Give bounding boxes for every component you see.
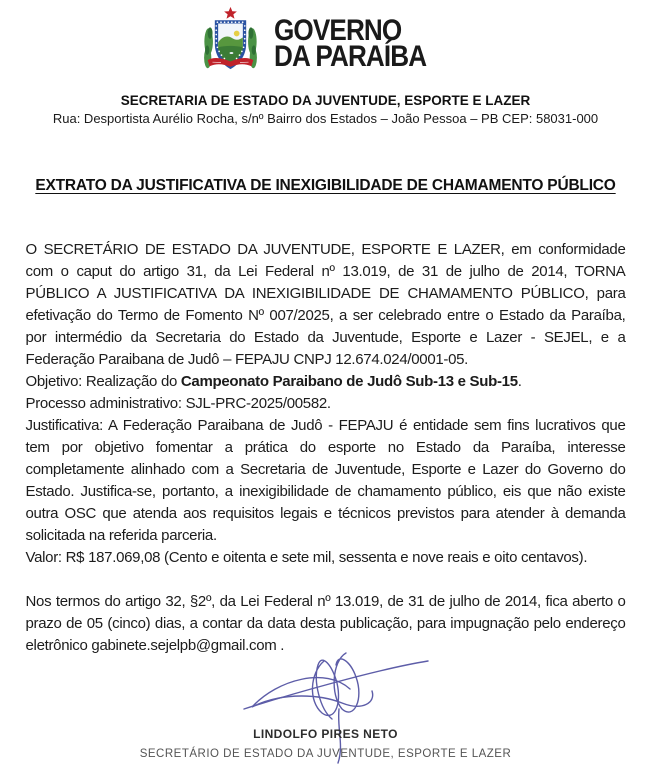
secretariat-address: Rua: Desportista Aurélio Rocha, s/nº Bairro dos Estados – João Pessoa – PB CEP: 58031-000 [52, 111, 599, 126]
paragraph-preamble: O SECRETÁRIO DE ESTADO DA JUVENTUDE, ESPORTE E LAZER, em conformidade com o caput do artigo 31, da Lei Federal nº 13.019, de 31 de julho de 2014, TORNA PÚBLICO A JUSTIFICATIVA DA INEXIGIBILIDADE DE CHAMAMENTO PÚBLICO, para efetivação do Termo de Fomento Nº 007/2025, a ser celebrado entre o Estado da Paraíba, por intermédio da Secretaria do Estado da Juventude, Esporte e Lazer - SEJEL, e a Federação Paraibana de Judô – FEPAJU CNPJ 12.674.024/0001-05. [25, 241, 626, 368]
paragraph-impugnacao: Nos termos do artigo 32, §2º, da Lei Federal nº 13.019, de 31 de julho de 2014, fica aberto o prazo de 05 (cinco) dias, a contar da data desta publicação, para impugnação pelo endereço eletrônico gabinete.sejelpb@gmail.com . [25, 593, 626, 654]
paragraph-objetivo [26, 371, 626, 393]
paragraph-processo: Processo administrativo: SJL-PRC-2025/00582. [25, 395, 331, 412]
logo-line2: DA PARAÍBA [274, 40, 427, 73]
document-title: EXTRATO DA JUSTIFICATIVA DE INEXIGIBILIDADE DE CHAMAMENTO PÚBLICO [35, 177, 616, 194]
paragraph-valor: Valor: R$ 187.069,08 (Cento e oitenta e sete mil, sessenta e nove reais e oito centavos). [25, 549, 588, 566]
government-logo-text [274, 14, 427, 73]
logo-line1: GOVERNO [274, 14, 402, 47]
government-logo [0, 0, 651, 82]
paragraph-justificativa: Justificativa: A Federação Paraibana de Judô - FEPAJU é entidade sem fins lucrativos que tem por objetivo fomentar a prática do esporte no Estado da Paraíba, interesse completamente alinhado com a Secretaria de Juventude, Esporte e Lazer do Governo do Estado. Justifica-se, portanto, a inexigibilidade de chamamento público, eis que não existe outra OSC que atenda aos requisitos legais e técnicos previstos para atender à demanda solicitada na referida parceria. [25, 417, 626, 544]
objetivo-highlight: Campeonato Paraibano de Judô Sub-13 e Sub-15 [180, 373, 518, 390]
signature-block [0, 643, 651, 768]
objetivo-suffix: . [517, 373, 522, 390]
crest-plow [230, 52, 234, 54]
document-body [26, 239, 626, 657]
secretariat-name: SECRETARIA DE ESTADO DA JUVENTUDE, ESPORTE E LAZER [120, 93, 531, 108]
paraiba-coat-of-arms-icon [202, 5, 259, 82]
objetivo-prefix: Objetivo: Realização do [25, 373, 181, 390]
crest-star-icon [224, 7, 237, 19]
crest-sun [234, 31, 240, 37]
signer-role: SECRETÁRIO DE ESTADO DA JUVENTUDE, ESPORTE E LAZER [139, 748, 512, 760]
signer-name: LINDOLFO PIRES NETO [253, 727, 398, 741]
